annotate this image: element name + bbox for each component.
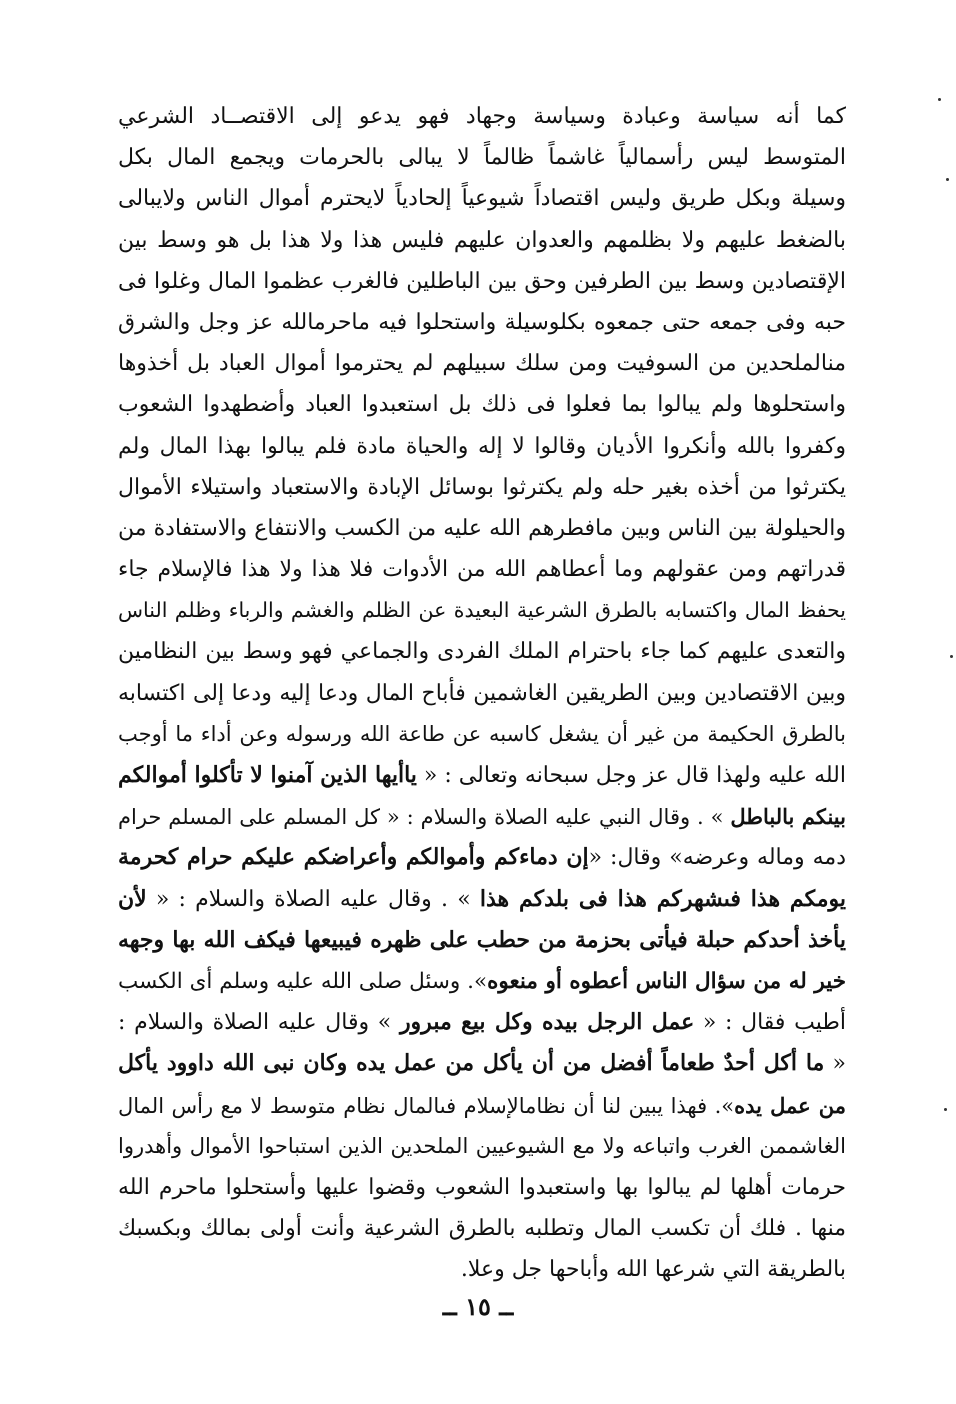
text-segment: بالضغط عليهم ولا بظلمهم والعدوان عليهم فليس هذا ولا هذا بل هو وسط بين <box>118 227 846 253</box>
text-segment: » . وقال عليه الصلاة والسلام : « <box>146 886 480 912</box>
bold-quote-segment: ما أكل أحدٌ طعاماً أفضل من أن يأكل من عمل يده وكان نبى الله داوود يأكل <box>118 1050 825 1077</box>
bold-quote-segment: ياأيها الذين آمنوا لا تأكلوا أموالكم <box>118 762 417 788</box>
text-line <box>118 631 846 672</box>
text-segment: الله عليه ولهذا قال عز وجل سبحانه وتعالى : « <box>416 763 846 788</box>
scan-speck <box>938 98 941 101</box>
text-line <box>118 426 846 467</box>
text-segment: كما أنه سياسة وعبادة وسياسة وجهاد فهو يدعو إلى الاقتصــاد الشرعي <box>118 104 846 129</box>
bold-quote-segment: يومكم هذا فىشهركم هذا فى بلدكم هذا <box>479 885 846 912</box>
text-line <box>118 137 846 178</box>
bold-quote-segment: من عمل يده <box>734 1092 846 1118</box>
text-segment: الغاشممن الغرب واتباعه ولا مع الشيوعيين الملحدين الذين استباحوا الأموال وأهدروا <box>118 1133 846 1158</box>
text-line <box>118 261 846 302</box>
bold-quote-segment: عمل الرجل بيده وكل بيع مبرور <box>399 1009 695 1036</box>
text-segment: ». فهذا يبين لنا أن نظامالإسلام فىالمال نظام متوسط لا مع رأس المال <box>118 1093 735 1118</box>
text-line <box>118 920 846 961</box>
text-segment: والتعدى عليهم كما جاء باحترام الملك الفردى والجماعي فهو وسط بين النظامين <box>118 639 846 665</box>
text-line <box>118 961 846 1002</box>
text-line <box>118 96 846 137</box>
text-line <box>118 384 846 425</box>
text-segment: » وقال عليه الصلاة والسلام : <box>118 1010 400 1036</box>
scan-speck <box>946 178 949 181</box>
body-text <box>118 96 846 1290</box>
scan-speck <box>944 1108 947 1111</box>
text-segment: وسيلة وبكل طريق وليس اقتصاداً شيوعياً إلحادياً لايحترم أموال الناس ولايبالى <box>118 186 846 212</box>
text-segment: قدراتهم ومن عقولهم وما أعطاهم الله من الأدوات فلا هذا ولا هذا فالإسلام جاء <box>118 557 846 583</box>
text-segment: وبين الاقتصادين وبين الطريقين الغاشمين فأباح المال ودعا إليه ودعا إلى اكتسابه <box>118 680 846 706</box>
text-line <box>118 1085 846 1126</box>
text-line <box>118 796 846 837</box>
bold-quote-segment: يأخذ أحدكم حبلة فيأتى بحزمة من حطب على ظهره فيبيعها فيكف الله بها وجهه <box>118 926 846 953</box>
text-segment: حبه وفى جمعه حتى جمعوه بكلوسيلة واستحلوا فيه ماحرمالله عز وجل والشرق <box>118 309 846 335</box>
text-segment: يحفظ المال واكتسابه بالطرق الشرعية البعيدة عن الظلم والغشم والرباء وظلم الناس <box>118 598 846 623</box>
text-line <box>118 508 846 549</box>
text-line <box>118 837 846 878</box>
text-segment: « <box>824 1051 846 1077</box>
text-line <box>118 549 846 590</box>
text-segment: بالطريقة التي شرعها الله وأباحها جل وعلا. <box>460 1257 846 1283</box>
text-line <box>118 590 846 631</box>
text-segment: » . وقال النبي عليه الصلاة والسلام : « كل المسلم على المسلم حرام <box>118 805 731 830</box>
text-segment: بالطرق الحكيمة من غير أن يشغل كاسبه عن طاعة الله ورسوله وعن أداء ما أوجب <box>118 721 846 746</box>
text-segment: واستحلوها ولم يبالوا بما فعلوا فى ذلك بل استعبدوا العباد وأضطهدوا الشعوب <box>118 392 846 418</box>
text-line <box>118 467 846 508</box>
text-line <box>118 1167 846 1208</box>
text-line <box>118 1208 846 1249</box>
page-number: ــ ١٥ ــ <box>442 1292 514 1321</box>
text-line <box>118 1002 846 1043</box>
bold-quote-segment: خير له من سؤال الناس أعطوه أو منعوه <box>487 968 846 994</box>
text-line <box>118 879 846 920</box>
text-segment: يكترثوا من أخذه بغير حله ولم يكترثوا بوسائل الإبادة والاستعباد واستيلاء الأموال <box>118 474 846 500</box>
text-line <box>118 302 846 343</box>
bold-quote-segment: بينكم بالباطل <box>730 804 846 830</box>
text-line <box>118 343 846 384</box>
text-segment: أطيب فقال : « <box>694 1010 846 1036</box>
text-segment: منها . فلك أن تكسب المال وتطلبه بالطرق الشرعية وأنت أولى بمالك وبكسبك <box>118 1216 846 1242</box>
text-line <box>118 178 846 219</box>
text-segment: ». وسئل صلى الله عليه وسلم أى الكسب <box>118 968 488 994</box>
text-line <box>118 220 846 261</box>
text-segment: منالملحدين من السوفيت ومن سلك سبيلهم لم يحترموا أموال العباد بل أخذوها <box>118 351 846 377</box>
scan-speck <box>950 655 953 658</box>
text-segment: والحيلولة بين الناس وبين مافطرهم الله عليه من الكسب والانتفاع والاستفادة من <box>118 515 846 541</box>
text-line <box>118 755 846 796</box>
text-segment: الإقتصادين وسط بين الطرفين وحق بين الباطلين فالغرب عظموا المال وغلوا فى <box>118 268 846 294</box>
text-segment: دمه وماله وعرضه» وقال: « <box>588 845 846 871</box>
text-segment: حرمات أهلها لم يبالوا بها واستعبدوا الشعوب وقضوا عليها وأستحلوا ماحرم الله <box>118 1174 846 1200</box>
bold-quote-segment: إن دماءكم وأموالكم وأعراضكم عليكم حرام كحرمة <box>118 844 589 871</box>
text-line <box>118 1126 846 1167</box>
text-segment: المتوسط ليس رأسمالياً غاشماً ظالماً لا يبالى بالحرمات ويجمع المال بكل <box>118 145 846 171</box>
text-segment: وكفروا بالله وأنكروا الأديان وقالوا لا إله والحياة مادة فلم يبالوا بهذا المال ولم <box>118 433 846 459</box>
bold-quote-segment: لأن <box>118 885 147 912</box>
text-line <box>118 1249 846 1290</box>
text-line <box>118 714 846 755</box>
text-line <box>118 1043 846 1084</box>
text-line <box>118 673 846 714</box>
